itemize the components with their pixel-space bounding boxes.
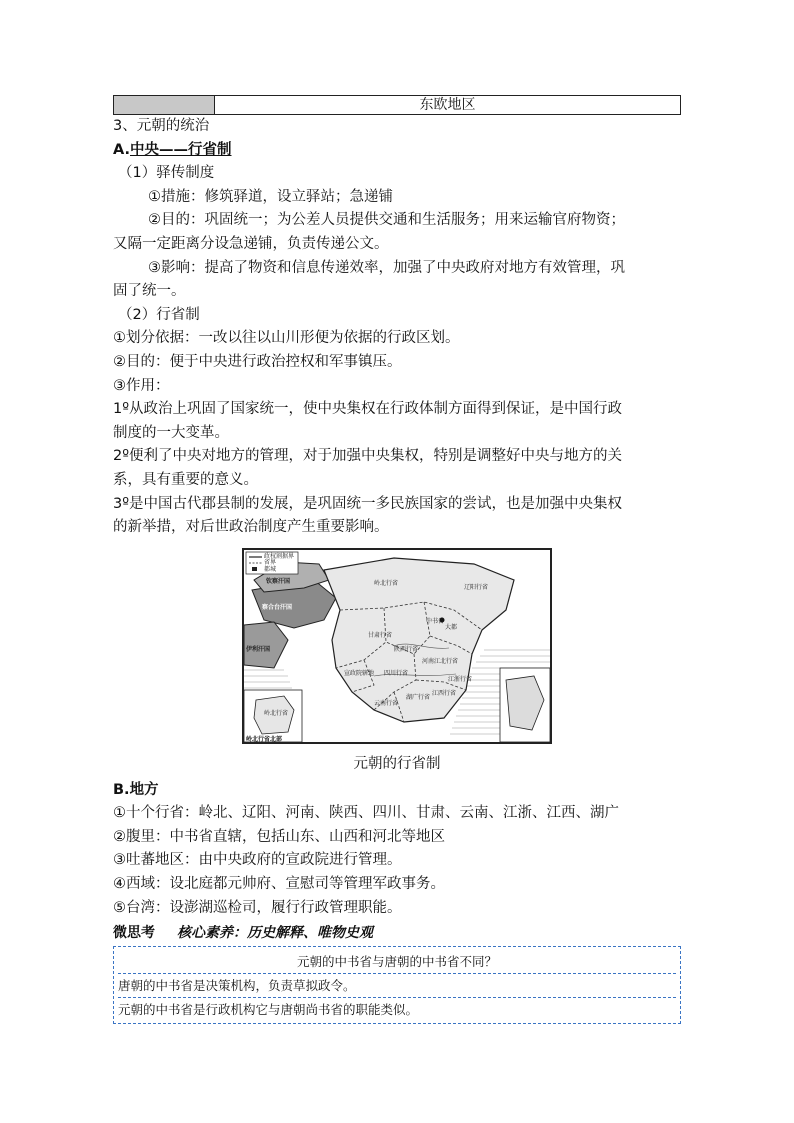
label-liaoyang: 辽阳行省 <box>464 583 489 591</box>
header-table <box>113 95 681 115</box>
label-shaanxi: 陕西行省 <box>394 645 419 653</box>
legend-border: 政权割据界 <box>264 552 295 560</box>
list-item: 3º是中国古代郡县制的发展，是巩固统一多民族国家的尝试，也是加强中央集权 <box>113 495 623 512</box>
core-literacy: 核心素养：历史解释、唯物史观 <box>177 925 373 942</box>
label-lingbei: 岭北行省 <box>374 579 399 587</box>
list-item: 2º便利了中央对地方的管理，对于加强中央集权，特别是调整好中央与地方的关 <box>113 448 623 465</box>
think-label: 微思考 <box>113 925 155 942</box>
legend-capital: 都城 <box>264 565 277 573</box>
subheading-relay: （1）驿传制度 <box>118 165 215 182</box>
yuan-province-map <box>242 548 552 744</box>
list-item: 系，具有重要的意义。 <box>113 471 258 488</box>
map-caption: 元朝的行省制 <box>353 755 441 772</box>
legend-province: 省界 <box>264 558 277 566</box>
list-item: 的新举措，对后世政治制度产生重要影响。 <box>113 519 389 536</box>
think-answer: 唐朝的中书省是决策机构，负责草拟政令。 <box>118 973 676 997</box>
part-a-title: 中央——行省制 <box>130 141 232 158</box>
document-page <box>113 95 681 1024</box>
list-item: ①措施：修筑驿道，设立驿站；急递铺 <box>148 188 393 205</box>
label-qincha: 钦察汗国 <box>266 577 291 585</box>
list-item: 固了统一。 <box>113 283 186 300</box>
label-gansu: 甘肃行省 <box>368 631 393 639</box>
label-sichuan: 四川行省 <box>384 669 409 677</box>
label-henan: 河南江北行省 <box>422 657 459 665</box>
label-lingbei-inset: 岭北行省 <box>264 709 289 717</box>
list-item: 1º从政治上巩固了国家统一，使中央集权在行政体制方面得到保证，是中国行政 <box>113 401 623 418</box>
list-item: ③影响：提高了物资和信息传递效率，加强了中央政府对地方有效管理，巩 <box>148 259 625 276</box>
list-item: ①十个行省：岭北、辽阳、河南、陕西、四川、甘肃、云南、江浙、江西、湖广 <box>113 805 619 822</box>
table-cell-shaded <box>114 96 215 114</box>
label-xuanzheng: 宣政院辖地 <box>344 669 375 677</box>
list-item: ④西域：设北庭都元帅府、宣慰司等管理军政事务。 <box>113 876 445 893</box>
label-jiangzhe: 江浙行省 <box>448 675 473 683</box>
part-b-prefix: B. <box>113 781 130 798</box>
list-item: ②腹里：中书省直辖，包括山东、山西和河北等地区 <box>113 828 445 845</box>
list-item: 又隔一定距离分设急递铺，负责传递公文。 <box>113 235 389 252</box>
label-yunnan: 云南行省 <box>374 699 399 707</box>
section-title: 3、元朝的统治 <box>113 118 210 134</box>
table-cell-region: 东欧地区 <box>419 97 476 113</box>
list-item: ①划分依据：一改以往以山川形便为依据的行政区划。 <box>113 330 460 347</box>
label-jiangxi: 江西行省 <box>432 689 457 697</box>
think-heading <box>113 922 681 942</box>
part-b-heading <box>113 779 681 803</box>
label-ilkhan: 伊利汗国 <box>246 645 271 653</box>
think-answer: 元朝的中书省是行政机构它与唐朝尚书省的职能类似。 <box>118 997 676 1021</box>
label-lingbei-north: 岭北行省北部 <box>246 735 283 743</box>
label-dadu: 大都 <box>445 623 458 631</box>
label-chagatai: 察合台汗国 <box>262 603 293 611</box>
think-question: 元朝的中书省与唐朝的中书省不同？ <box>296 954 497 970</box>
list-item: ②目的：便于中央进行政治控权和军事镇压。 <box>113 353 402 370</box>
part-b-title: 地方 <box>129 781 159 798</box>
label-zhongshu: 中书省 <box>426 617 445 625</box>
list-item: ③作用： <box>113 377 170 394</box>
part-a-heading <box>113 139 681 163</box>
list-item: ②目的：巩固统一；为公差人员提供交通和生活服务；用来运输官府物资； <box>148 212 625 229</box>
list-item: 制度的一大变革。 <box>113 424 229 441</box>
label-huguang: 湖广行省 <box>406 693 431 701</box>
part-a-prefix: A. <box>113 141 130 158</box>
think-box <box>113 946 681 1024</box>
list-item: ③吐蕃地区：由中央政府的宣政院进行管理。 <box>113 852 402 869</box>
list-item: ⑤台湾：设澎湖巡检司，履行行政管理职能。 <box>113 899 402 916</box>
subheading-province: （2）行省制 <box>118 306 200 323</box>
